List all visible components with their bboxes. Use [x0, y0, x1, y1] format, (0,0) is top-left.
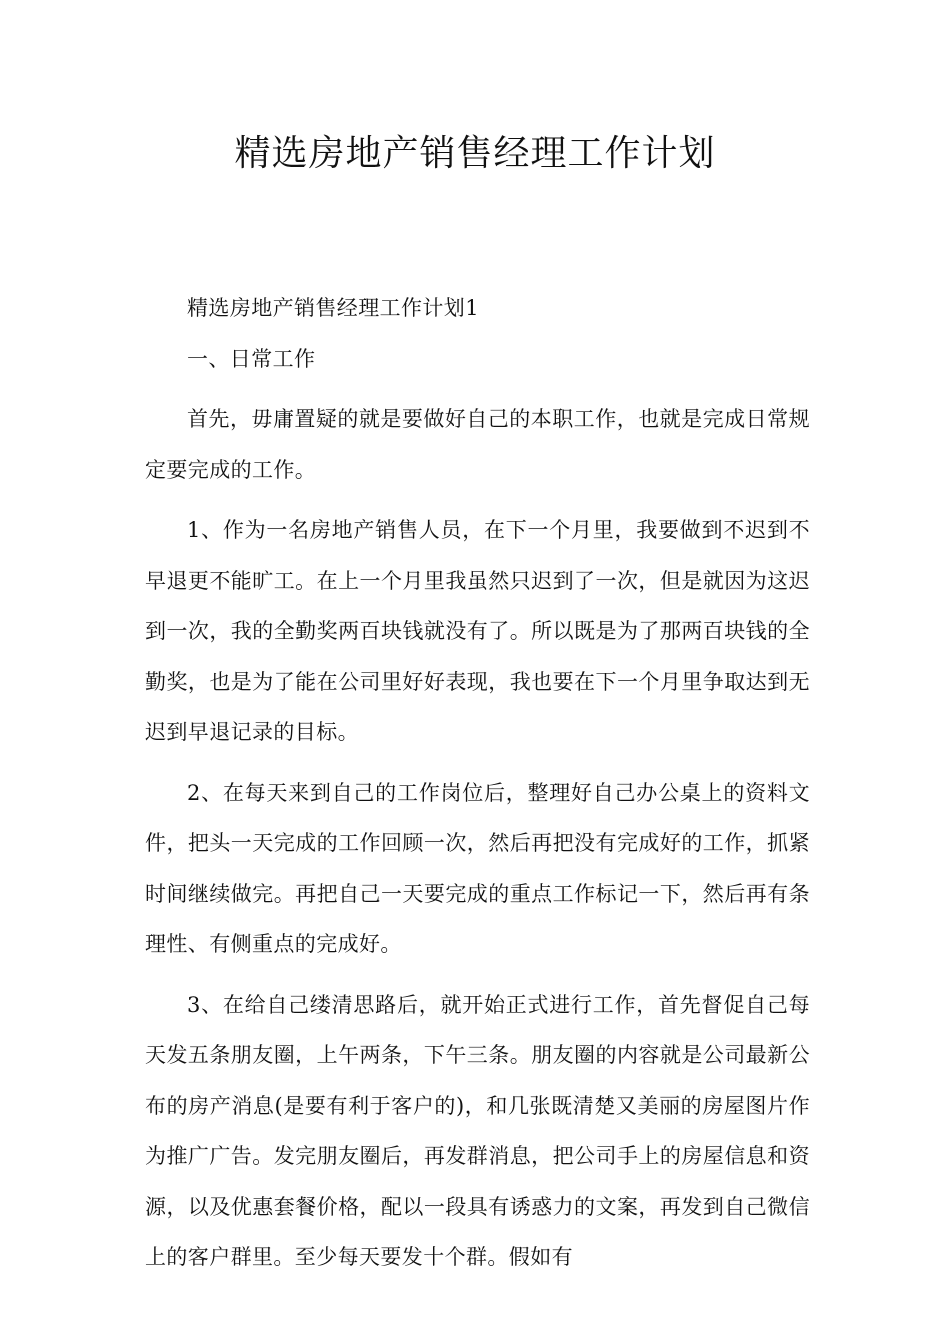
paragraph-intro: 首先，毋庸置疑的就是要做好自己的本职工作，也就是完成日常规定要完成的工作。 [145, 407, 810, 482]
paragraph-item-3: 3、在给自己缕清思路后，就开始正式进行工作，首先督促自己每天发五条朋友圈，上午两条，下午三条。朋友圈的内容就是公司最新公布的房产消息(是要有利于客户的)，和几张既清楚又美丽的房屋图片作为推广广告。发完朋友圈后，再发群消息，把公司手上的房屋信息和资源，以及优惠套餐价格，配以一段具有诱惑力的文案，再发到自己微信上的客户群里。至少每天要发十个群。假如有 [145, 992, 810, 1269]
paragraph-item-1: 1、作为一名房地产销售人员，在下一个月里，我要做到不迟到不早退更不能旷工。在上一个月里我虽然只迟到了一次，但是就因为这迟到一次，我的全勤奖两百块钱就没有了。所以既是为了那两百块钱的全勤奖，也是为了能在公司里好好表现，我也要在下一个月里争取达到无迟到早退记录的目标。 [145, 518, 810, 744]
paragraph-item-2: 2、在每天来到自己的工作岗位后，整理好自己办公桌上的资料文件，把头一天完成的工作回顾一次，然后再把没有完成好的工作，抓紧时间继续做完。再把自己一天要完成的重点工作标记一下，然后再有条理性、有侧重点的完成好。 [145, 780, 810, 956]
document-title: 精选房地产销售经理工作计划 [234, 133, 716, 174]
section-heading: 精选房地产销售经理工作计划1 [187, 296, 479, 320]
subsection-heading: 一、日常工作 [187, 346, 316, 371]
document-body [145, 283, 810, 1283]
